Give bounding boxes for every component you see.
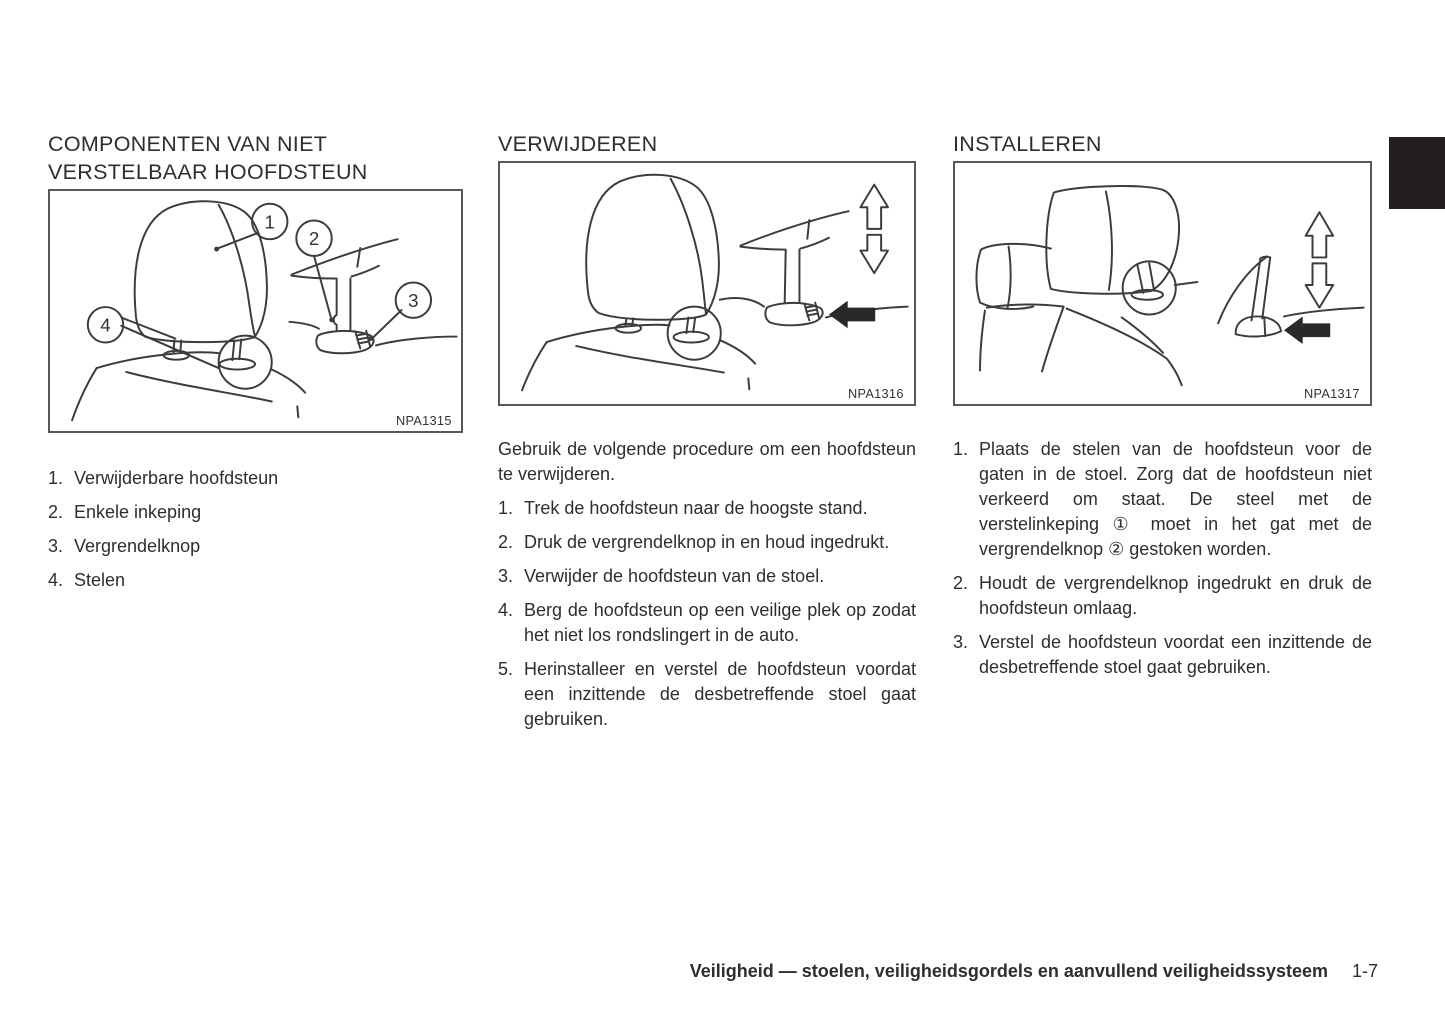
list-item-text: Plaats de stelen van de hoofdsteun voor de gaten in de stoel. Zorg dat de hoofdsteun niet verkeerd om staat. De steel met de verstelinkeping ① moet in het gat met de vergrendelknop ② gestoken worden. — [979, 439, 1372, 559]
list-item — [953, 571, 1372, 621]
line-art — [72, 201, 457, 420]
install-heading: INSTALLEREN — [953, 132, 1102, 156]
list-item-text: Verwijder de hoofdsteun van de stoel. — [524, 566, 825, 586]
callout-label-3: 3 — [408, 290, 419, 312]
list-item-number: 5. — [498, 659, 514, 679]
list-item-text: Houdt de vergrendelknop ingedrukt en druk de hoofdsteun omlaag. — [979, 573, 1372, 618]
list-item — [498, 530, 916, 555]
list-item-number: 2. — [498, 532, 514, 552]
list-item-number: 2. — [953, 573, 969, 593]
list-item-number: 4. — [498, 600, 514, 620]
callout-label-1: 1 — [264, 211, 275, 233]
list-item-number: 1. — [498, 498, 514, 518]
column-install — [953, 130, 1372, 689]
down-arrow-icon — [860, 235, 888, 273]
list-item-text: Druk de vergrendelknop in en houd ingedrukt. — [524, 532, 890, 552]
list-item-number: 1. — [953, 439, 969, 459]
footer-chapter-title: Veiligheid — stoelen, veiligheidsgordels en aanvullend veiligheidssysteem — [689, 961, 1328, 981]
list-item — [48, 534, 463, 559]
components-legend — [48, 466, 463, 593]
list-item-number: 1. — [48, 468, 64, 488]
figure-code-npa1317: NPA1317 — [1303, 386, 1360, 402]
headrest-removal-illustration — [500, 163, 914, 404]
line-art — [522, 175, 908, 390]
list-item-text: Verwijderbare hoofdsteun — [74, 468, 279, 488]
list-item-text: Stelen — [74, 570, 126, 590]
list-item-text: Enkele inkeping — [74, 502, 202, 522]
column-components — [48, 130, 463, 602]
list-item — [48, 466, 463, 491]
up-arrow-icon — [860, 185, 888, 229]
list-item — [48, 568, 463, 593]
headrest-components-illustration — [50, 191, 461, 431]
list-item-text: Berg de hoofdsteun op een veilige plek op zodat het niet los rondslingert in de auto. — [524, 600, 916, 645]
install-steps — [953, 437, 1372, 680]
figure-code-npa1315: NPA1315 — [395, 413, 452, 429]
list-item-number: 3. — [953, 632, 969, 652]
figure-npa1316 — [498, 161, 916, 406]
chapter-thumb-tab — [1389, 137, 1445, 209]
figure-code-npa1316: NPA1316 — [847, 386, 904, 402]
removal-heading: VERWIJDEREN — [498, 132, 658, 156]
list-item — [498, 598, 916, 648]
headrest-install-illustration — [955, 163, 1370, 404]
column-removal — [498, 130, 916, 741]
footer-page-number: 1-7 — [1351, 961, 1378, 981]
list-item — [498, 564, 916, 589]
list-item — [498, 657, 916, 732]
figure-npa1315 — [48, 189, 463, 433]
list-item-text: Herinstalleer en verstel de hoofdsteun voordat een inzittende de desbetreffende stoel gaat gebruiken. — [524, 659, 916, 729]
list-item-text: Verstel de hoofdsteun voordat een inzittende de desbetreffende stoel gaat gebruiken. — [979, 632, 1372, 677]
line-art — [976, 186, 1363, 385]
list-item — [953, 630, 1372, 680]
down-arrow-icon — [1306, 263, 1334, 307]
list-item-number: 3. — [48, 536, 64, 556]
press-knob-arrow-icon — [1284, 316, 1330, 344]
up-arrow-icon — [1306, 212, 1334, 257]
list-item-text: Vergrendelknop — [74, 536, 201, 556]
page-footer — [690, 960, 1378, 982]
list-item-number: 4. — [48, 570, 64, 590]
list-item — [498, 496, 916, 521]
removal-intro: Gebruik de volgende procedure om een hoofdsteun te verwijderen. — [498, 439, 916, 484]
list-item-number: 2. — [48, 502, 64, 522]
figure-npa1317 — [953, 161, 1372, 406]
list-item — [48, 500, 463, 525]
components-heading: COMPONENTEN VAN NIET VERSTELBAAR HOOFDSTEUN — [48, 132, 368, 184]
list-item-text: Trek de hoofdsteun naar de hoogste stand. — [524, 498, 868, 518]
press-knob-arrow-icon — [829, 301, 875, 329]
list-item — [953, 437, 1372, 562]
callout-label-4: 4 — [100, 314, 111, 336]
removal-steps — [498, 496, 916, 732]
list-item-number: 3. — [498, 566, 514, 586]
callout-label-2: 2 — [308, 228, 320, 250]
